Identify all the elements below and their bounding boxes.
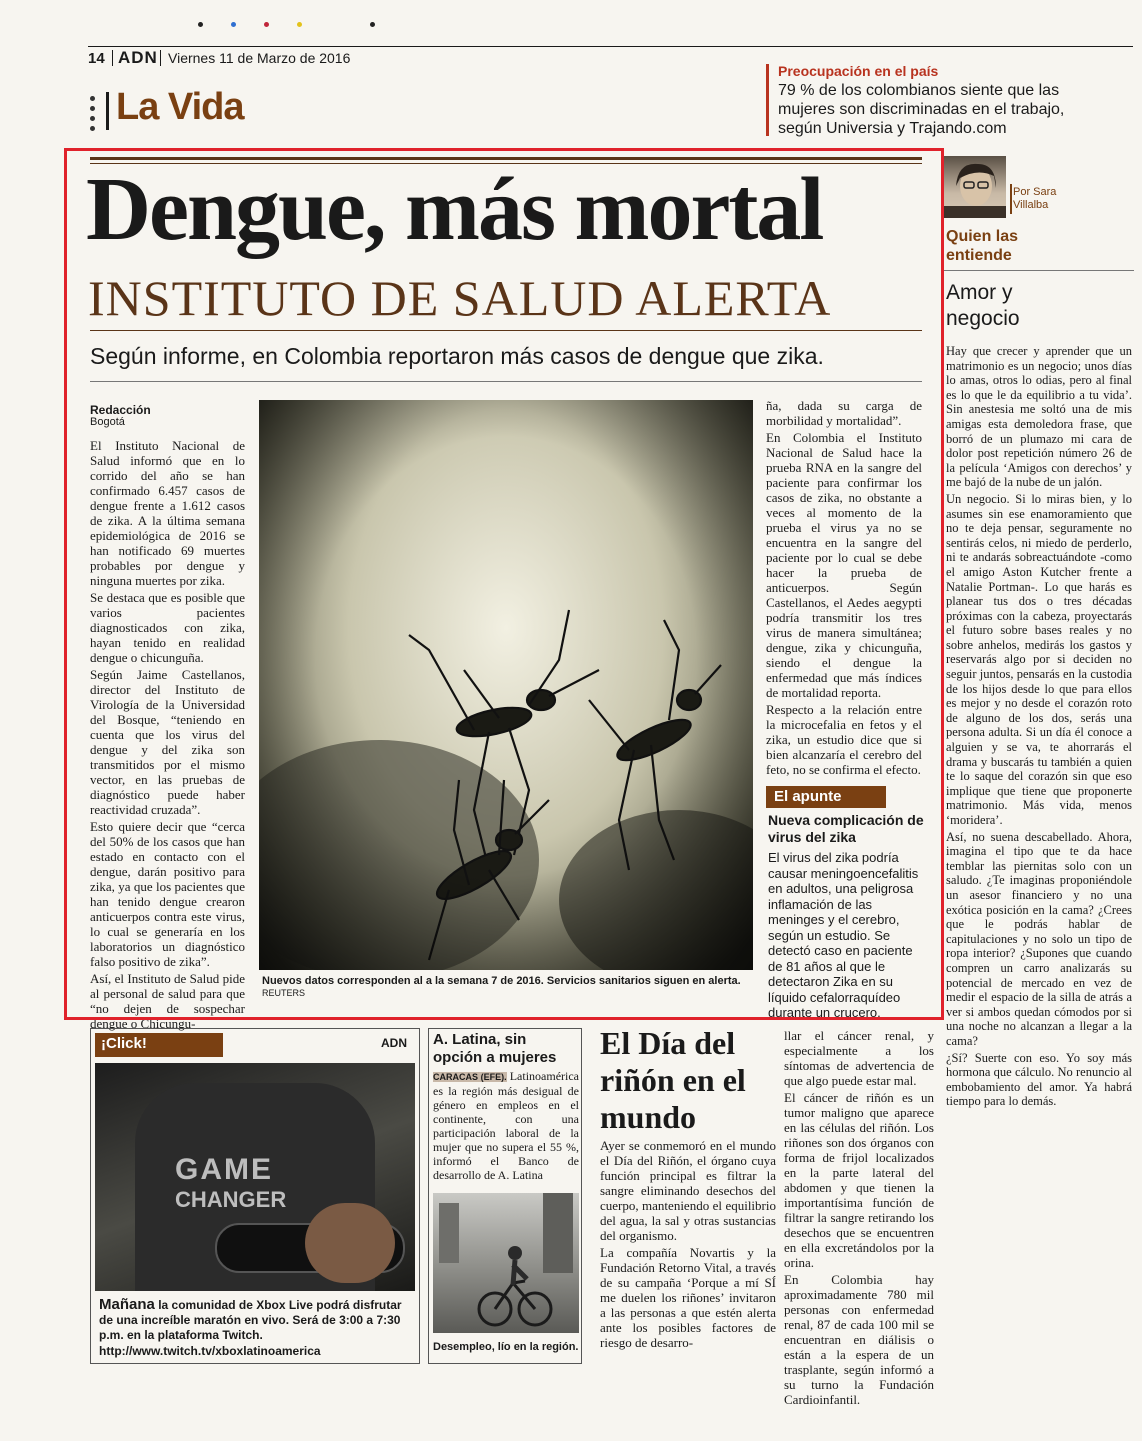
teaser-bar xyxy=(766,64,769,136)
main-col2-p2: En Colombia el Instituto Nacional de Salud hace la prueba RNA en la sangre del paciente para confirmar los casos de zika, no obstante a veces al momento de la prueba el virus ya no se encuentra en la sangre del paciente por lo cual se debe hacer la prueba de anticuerpos. Según Castellanos, el Aedes aegypti podría transmitir los tres virus de manera simultánea; dengue, zika y chicunguña, siendo el dengue la enfermedad que más índices de mortalidad reporta. xyxy=(766,430,922,700)
main-col2-p3: Respecto a la relación entre la microcefalia en fetos y el zika, un estudio dice que si bien alcanzaría el cerebro del feto, no se confirma el efecto. xyxy=(766,702,922,777)
hand xyxy=(305,1203,395,1283)
header-divider-2 xyxy=(160,50,161,66)
page-number: 14 xyxy=(88,50,105,67)
columnist-bar xyxy=(1010,184,1012,214)
main-col1-p2: Se destaca que es posible que varios pacientes diagnosticados con zika, hayan tenido en realidad dengue o chicunguña. xyxy=(90,590,245,665)
column-p4: ¿Sí? Suerte con eso. Yo soy más hormona que cálculo. No renuncio al embobamiento del amor. Ya habrá tiempo para lo demás. xyxy=(946,1050,1132,1109)
column-rule xyxy=(944,270,1134,271)
latina-body: Latinoamérica es la región más desigual de género en empleos en el continente, con una participación laboral de la mujer que no supera el 55 %, informó el Banco de desarrollo de A. Latina xyxy=(433,1069,580,1182)
photo-credit: REUTERS xyxy=(262,988,306,998)
latina-box xyxy=(428,1028,582,1364)
section-title: La Vida xyxy=(116,86,244,128)
byline: Redacción xyxy=(90,403,151,417)
main-col1-p4: Esto quiere decir que “cerca del 50% de los casos que han estado en contacto con el dengue, darán positivo para zika, ya que los pacientes que han tenido dengue crearon anticuerpos contra este virus, lo cual se generaría en los laboratorios un diagnóstico falso positivo de zika”. xyxy=(90,819,245,969)
kidney-col2-p1: llar el cáncer renal, y especialmente a los síntomas de advertencia de que algo puede estar mal. xyxy=(784,1028,934,1088)
kidney-col1-p2: La compañía Novartis y la Fundación Retorno Vital, a través de su campaña ‘Porque a mí SÍ me duelen los riñones’ invitaron a las personas a que estén alerta ante los posibles factores de riesgo de desarro- xyxy=(600,1245,776,1350)
section-dots xyxy=(90,96,95,131)
column-p3: Así, no suena descabellado. Ahora, imagina el tipo que te da hace temblar las piernitas solo con un saludo. ¿Te imaginas proponiéndole un asesor financiero y no una exótica posición en la cama? ¿Crees que le podrás hablar de capitulaciones y no solo un tipo de ropa interior? ¿Supones que cuando compren un carro analizarás su potencial de mercado en vez de medir el espacio de la silla de atrás a ver si ambos quedan cómodos por si una noche no alcanzan a llegar a la cama? xyxy=(946,829,1132,1048)
kidney-col-2 xyxy=(784,1028,934,1409)
sidebar-tag: El apunte xyxy=(766,786,886,808)
kidney-col2-p3: En Colombia hay aproximadamente 780 mil personas con enfermedad renal, 87 de cada 100 mil se encuentran en diálisis o están a la espera de un trasplante, según informó a su turno la Fundación Cardioinfantil. xyxy=(784,1272,934,1407)
column-p2: Un negocio. Si lo miras bien, y lo asumes sin ese enamoramiento que no te deja pensar, seguramente no sentirás celos, ni miedo de perderlo, ni te andarás sobreactuándote -como el amigo Aston Kutcher frente a Natalie Portman-. Lo que harás es planear tus dos o tres décadas próximas con la cabeza, proyectarás el futuro sobre bases reales y no sobre anhelos, medirás los gastos y reservarás algo por si deciden no seguir juntos, pensarás en la custodia de los hijos desde lo que para ellos es mejor y no desde el corazón roto de alguno de los dos, serás una persona adulta. Si un día él conoce a alguien y se va, te ahorrarás el drama y buscarás tu también a quien te lo saque del corazón sin que eso implique que tiene que proponerte matrimonio. Más vida, menos ‘moridera’. xyxy=(946,491,1132,827)
latina-dateline: CARACAS (EFE). xyxy=(433,1072,507,1082)
kidney-headline: El Día del riñón en el mundo xyxy=(600,1025,746,1135)
sidebar-text: El virus del zika podría causar meningoencefalitis en adultos, una peligrosa inflamación de las meninges y el cerebro, según un estudio. Se detectó caso en paciente de 81 años al que le detectaron Zika en su líquido cefalorraquídeo durante un crucero. xyxy=(768,850,919,1020)
shirt-text-1: GAME xyxy=(175,1153,273,1186)
columnist-avatar xyxy=(944,156,1006,218)
columnist-prefix: Por Sara xyxy=(1013,186,1057,198)
click-brand: ADN xyxy=(381,1036,407,1050)
avatar-illustration xyxy=(944,156,1006,218)
byline-location: Bogotá xyxy=(90,416,125,428)
main-col1-p3: Según Jaime Castellanos, director del Instituto de Virología de la Universidad del Bosque, “teniendo en cuenta que los virus del dengue y del zika son transmitidos por el mismo vector, en las pruebas de diagnóstico puede haber reactividad cruzada”. xyxy=(90,667,245,817)
header-rule xyxy=(88,46,1133,47)
kidney-col1-p1: Ayer se conmemoró en el mundo el Día del Riñón, el órgano cuya función principal es filtrar la sangre eliminando desechos del cuerpo, manteniendo el equilibrio del agua, la sal y otras sustancias del organismo. xyxy=(600,1138,776,1243)
section-bar xyxy=(106,92,109,130)
column-name: Quien las entiende xyxy=(946,228,1019,264)
photo-caption-text: Nuevos datos corresponden al a la semana 7 de 2016. Servicios sanitarios siguen en alerta. xyxy=(262,975,741,987)
click-tag: ¡Click! xyxy=(101,1035,147,1052)
click-caption-lead: Mañana xyxy=(99,1296,155,1313)
teaser-text: 79 % de los colombianos siente que las mujeres son discriminadas en el trabajo, según Universia y Trajando.com xyxy=(778,82,1065,137)
latina-text xyxy=(433,1069,579,1182)
kidney-col-1 xyxy=(600,1138,776,1352)
column-title: Amor y negocio xyxy=(946,281,1020,330)
click-box xyxy=(90,1028,420,1364)
main-col2-p1: ña, dada su carga de morbilidad y mortalidad”. xyxy=(766,398,922,428)
column-body xyxy=(946,344,1132,1111)
shirt-text-2: CHANGER xyxy=(175,1187,287,1212)
main-col1-p1: El Instituto Nacional de Salud informó que en lo corrido del año se han confirmado 6.457 casos de dengue frente a 1.612 casos de zika. A la última semana epidemiológica de 2016 se han notificado 69 muertes probables por dengue y ninguna muertes por zika. xyxy=(90,438,245,588)
header-divider xyxy=(112,50,113,66)
main-headline: Dengue, más mortal xyxy=(86,160,823,259)
main-deck: Según informe, en Colombia reportaron más casos de dengue que zika. xyxy=(90,343,824,369)
teaser-kicker: Preocupación en el país xyxy=(778,63,939,79)
highlight-frame xyxy=(64,148,944,1020)
brand-logo: ADN xyxy=(118,48,158,67)
column-p1: Hay que crecer y aprender que un matrimonio es un negocio; unos días lo amas, otros lo odias, pero al final es lo que le da equilibrio a tu vida’. Sin anestesia me soltó una de mis amigas esta demoledora frase, que borró de un plumazo mi cara de dolor post repetición número 26 de la película ‘Amigos con derechos’ y me bajó de la nube de un jalón. xyxy=(946,344,1132,490)
cyclist-illustration xyxy=(433,1193,579,1333)
latina-photo-caption: Desempleo, lío en la región. xyxy=(433,1341,579,1353)
main-subhead: INSTITUTO DE SALUD ALERTA xyxy=(88,270,832,326)
cyclist-photo xyxy=(433,1193,579,1333)
sidebar-title: Nueva complicación de virus del zika xyxy=(768,812,924,845)
header-date: Viernes 11 de Marzo de 2016 xyxy=(168,50,351,66)
click-url: http://www.twitch.tv/xboxlatinoamerica xyxy=(99,1344,321,1358)
latina-headline: A. Latina, sin opción a mujeres xyxy=(433,1031,557,1066)
click-caption-text: la comunidad de Xbox Live podrá disfrutar de una increíble maratón en vivo. Será de 3:00 a 7:30 p.m. en la plataforma Twitch. xyxy=(99,1298,402,1342)
columnist-name: Villalba xyxy=(1013,199,1049,211)
main-col1-p5: Así, el Instituto de Salud pide al personal de salud para que “no dejen de sospechar dengue o Chicungu- xyxy=(90,971,245,1031)
gamer-photo xyxy=(95,1063,415,1291)
kidney-col2-p2: El cáncer de riñón es un tumor maligno que aparece en las células del riñón. Los riñones son dos órganos con forma de frijol localizados en la parte lateral del abdomen y que tienen la importantísima función de filtrar la sangre retirando los desechos que se encuentren en ella excretándolos por la orina. xyxy=(784,1090,934,1270)
click-caption xyxy=(99,1297,417,1343)
registration-dots xyxy=(198,14,403,32)
